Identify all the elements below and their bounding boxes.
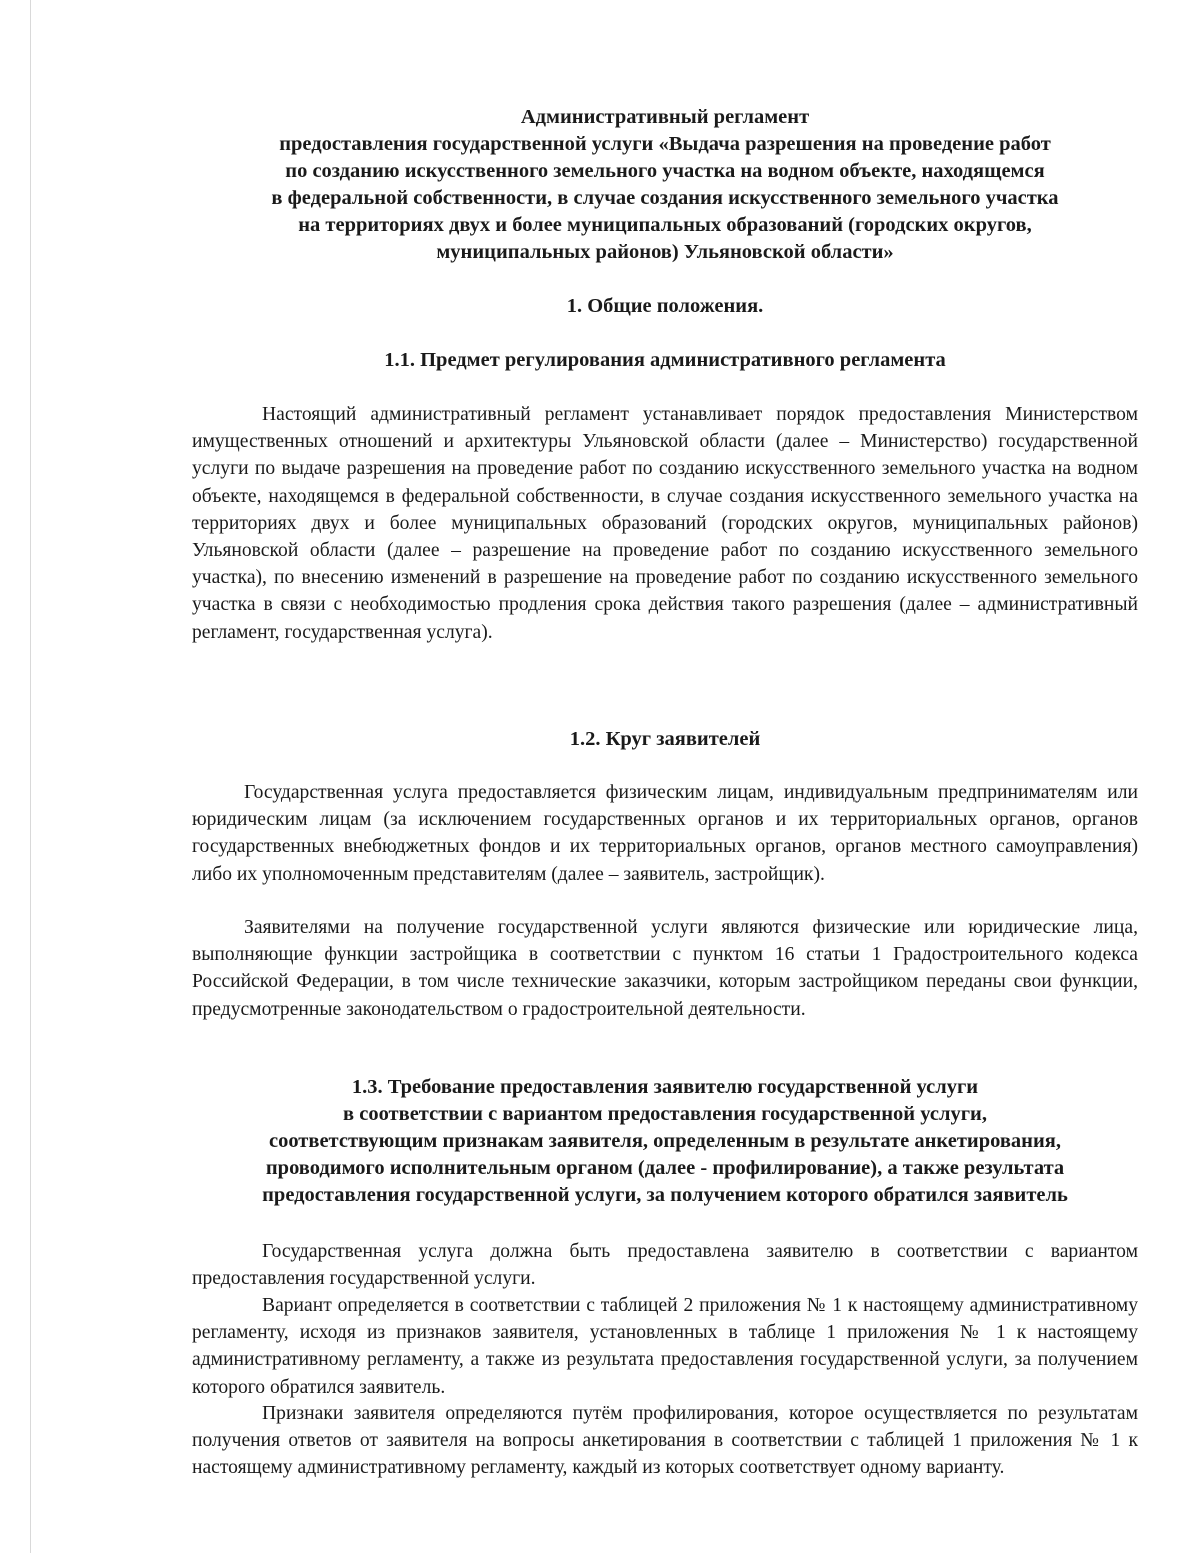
title-line: Административный регламент — [520, 106, 810, 128]
title-line: на территориях двух и более муниципальных образований (городских округов, — [298, 214, 1032, 236]
section-1-2-paragraph-2: Заявителями на получение государственной услуги являются физические или юридические лица, выполняющие функции застройщика в соответствии с пунктом 16 статьи 1 Градостроительного кодекса Российской Федерации, в том числе технические заказчики, которым застройщиком переданы свои функции, предусмотренные законодательством о градостроительной деятельности. — [192, 917, 1138, 1020]
title-line: муниципальных районов) Ульяновской области» — [436, 241, 894, 263]
section-1-3-paragraph-2: Вариант определяется в соответствии с таблицей 2 приложения № 1 к настоящему административному регламенту, исходя из признаков заявителя, установленных в таблице 1 приложения № 1 к настоящему административному регламенту, а также из результата предоставления государственной услуги, за получением которого обратился заявитель. — [192, 1295, 1138, 1398]
title-line: по созданию искусственного земельного участка на водном объекте, находящемся — [285, 160, 1045, 182]
scan-edge-line — [30, 0, 31, 1553]
section-1-3-paragraph-1: Государственная услуга должна быть предоставлена заявителю в соответствии с вариантом предоставления государственной услуги. — [192, 1241, 1138, 1290]
title-line: в федеральной собственности, в случае создания искусственного земельного участка — [271, 187, 1059, 209]
section-1-heading: 1. Общие положения. — [566, 295, 764, 317]
document-title — [192, 104, 1138, 266]
section-1-3-heading: 1.3. Требование предоставления заявителю государственной услуги в соответствии с вариантом предоставления государственной услуги, соответствующим признакам заявителя, определенным в результате анкетирования, проводимого исполнительным органом (далее - профилирование), а также результата предоставления государственной услуги, за получением которого обратился заявитель — [262, 1076, 1068, 1206]
section-1-3-paragraph-3: Признаки заявителя определяются путём профилирования, которое осуществляется по результатам получения ответов от заявителя на вопросы анкетирования в соответствии с таблицей 1 приложения № 1 к настоящему административному регламенту, каждый из которых соответствует одному варианту. — [192, 1403, 1138, 1479]
section-1-2-paragraph-1: Государственная услуга предоставляется физическим лицам, индивидуальным предпринимателям или юридическим лицам (за исключением государственных органов и их территориальных органов, органов государственных внебюджетных фондов и их территориальных органов, органов местного самоуправления) либо их уполномоченным представителям (далее – заявитель, застройщик). — [192, 782, 1138, 885]
section-1-2-heading: 1.2. Круг заявителей — [569, 728, 761, 750]
section-1-1-paragraph: Настоящий административный регламент устанавливает порядок предоставления Министерством имущественных отношений и архитектуры Ульяновской области (далее – Министерство) государственной услуги по выдаче разрешения на проведение работ по созданию искусственного земельного участка на водном объекте, находящемся в федеральной собственности, в случае создания искусственного земельного участка на территориях двух и более муниципальных образований (городских округов, муниципальных районов) Ульяновской области (далее – разрешение на проведение работ по созданию искусственного земельного участка), по внесению изменений в разрешение на проведение работ по созданию искусственного земельного участка в связи с необходимостью продления срока действия такого разрешения (далее – административный регламент, государственная услуга). — [192, 404, 1138, 643]
section-1-1-heading: 1.1. Предмет регулирования административного регламента — [384, 349, 946, 371]
title-line: предоставления государственной услуги «Выдача разрешения на проведение работ — [279, 133, 1051, 155]
